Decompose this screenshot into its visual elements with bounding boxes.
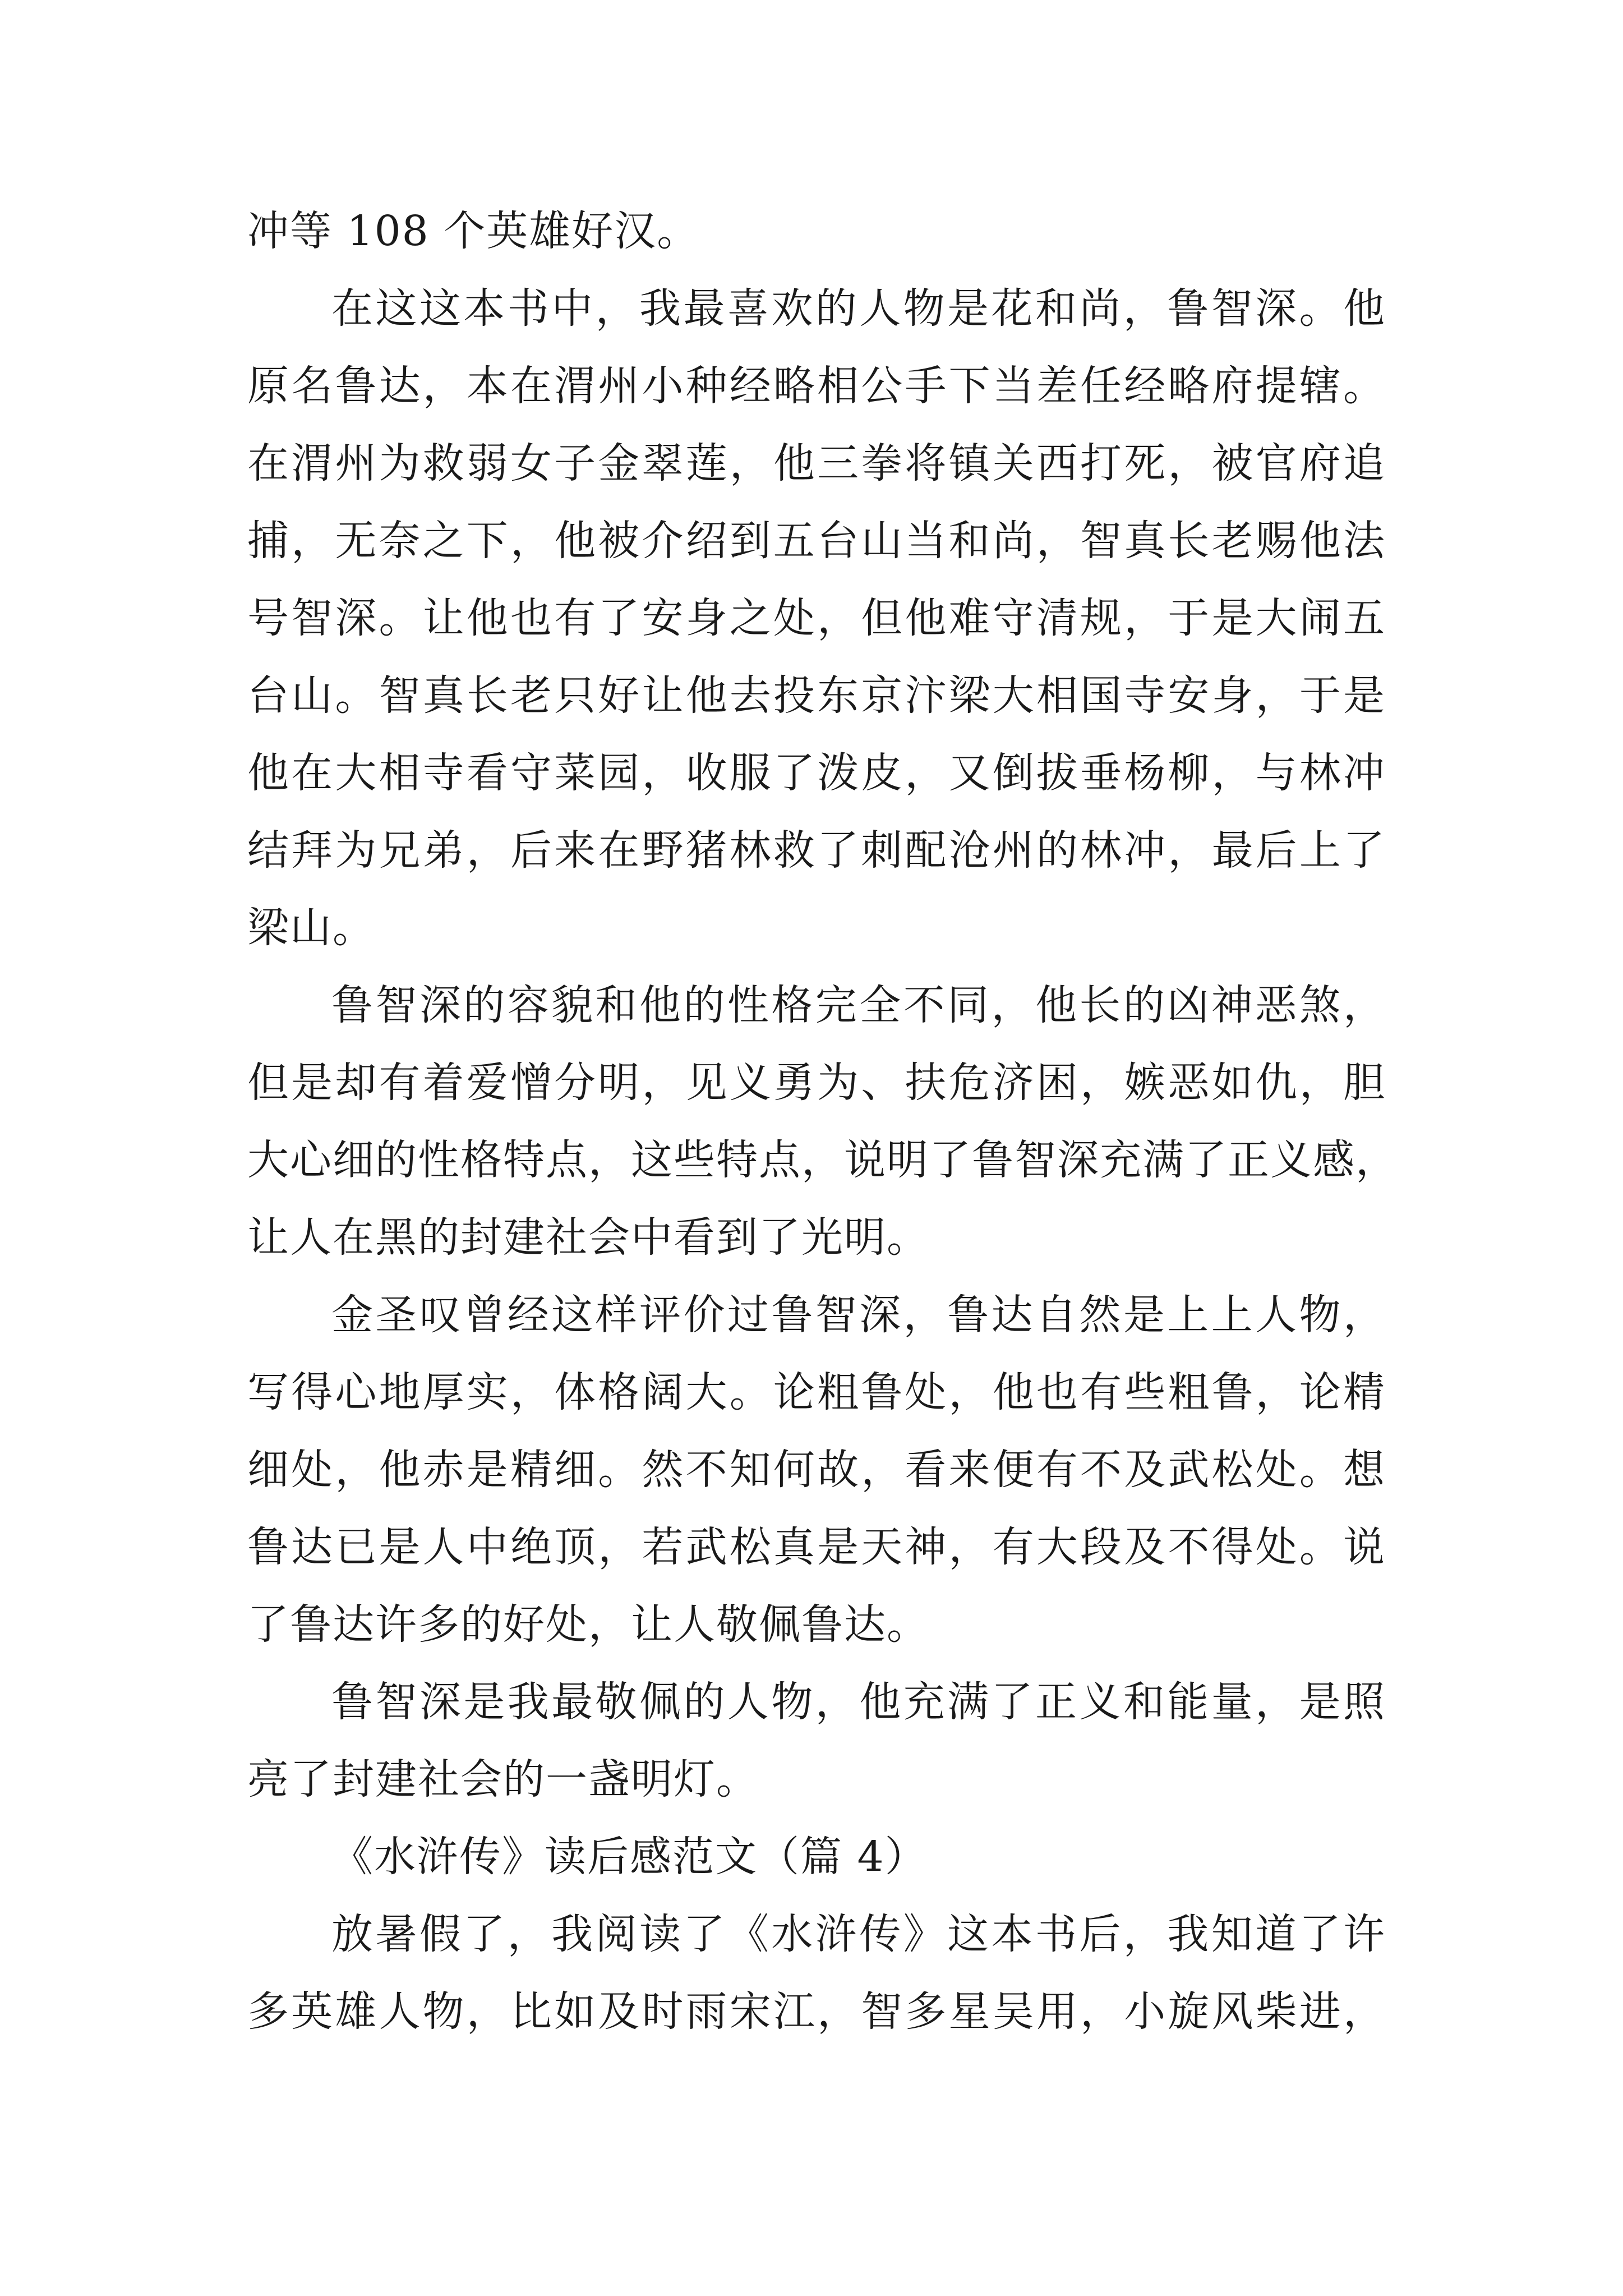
text-line: 结拜为兄弟，后来在野猪林救了刺配沧州的林冲，最后上了 [247, 826, 1386, 875]
text-line: 了鲁达许多的好处，让人敬佩鲁达。 [247, 1600, 929, 1649]
text-line: 写得心地厚实，体格阔大。论粗鲁处，他也有些粗鲁，论精 [247, 1368, 1386, 1416]
text-line: 捕，无奈之下，他被介绍到五台山当和尚，智真长老赐他法 [247, 517, 1386, 565]
text-line: 原名鲁达，本在渭州小种经略相公手下当差任经略府提辖。 [247, 362, 1386, 410]
text-line: 亮了封建社会的一盏明灯。 [247, 1755, 759, 1803]
text-line: 大心细的性格特点，这些特点，说明了鲁智深充满了正义感， [247, 1136, 1398, 1184]
paragraph-first-line: 放暑假了，我阅读了《水浒传》这本书后，我知道了许 [331, 1910, 1386, 1958]
text-line: 让人在黑的封建社会中看到了光明。 [247, 1213, 929, 1262]
text-line: 鲁达已是人中绝顶，若武松真是天神，有大段及不得处。说 [247, 1523, 1386, 1571]
paragraph-first-line: 在这这本书中，我最喜欢的人物是花和尚，鲁智深。他 [331, 284, 1386, 333]
text-line: 细处，他赤是精细。然不知何故，看来便有不及武松处。想 [247, 1446, 1386, 1494]
paragraph-first-line: 鲁智深是我最敬佩的人物，他充满了正义和能量，是照 [331, 1678, 1386, 1726]
text-line: 梁山。 [247, 904, 375, 952]
section-heading: 《水浒传》读后感范文（篇 4） [331, 1833, 928, 1881]
text-line: 在渭州为救弱女子金翠莲，他三拳将镇关西打死，被官府追 [247, 439, 1386, 487]
text-line: 台山。智真长老只好让他去投东京汴梁大相国寺安身，于是 [247, 671, 1386, 720]
text-line: 他在大相寺看守菜园，收服了泼皮，又倒拔垂杨柳，与林冲 [247, 749, 1386, 797]
text-line: 多英雄人物，比如及时雨宋江，智多星吴用，小旋风柴进， [247, 1987, 1386, 2036]
text-line: 冲等 108 个英雄好汉。 [247, 207, 700, 255]
text-line: 号智深。让他也有了安身之处，但他难守清规，于是大闹五 [247, 594, 1386, 642]
paragraph-first-line: 鲁智深的容貌和他的性格完全不同，他长的凶神恶煞， [331, 981, 1386, 1029]
text-line: 但是却有着爱憎分明，见义勇为、扶危济困，嫉恶如仇，胆 [247, 1059, 1386, 1107]
paragraph-first-line: 金圣叹曾经这样评价过鲁智深，鲁达自然是上上人物， [331, 1291, 1386, 1339]
